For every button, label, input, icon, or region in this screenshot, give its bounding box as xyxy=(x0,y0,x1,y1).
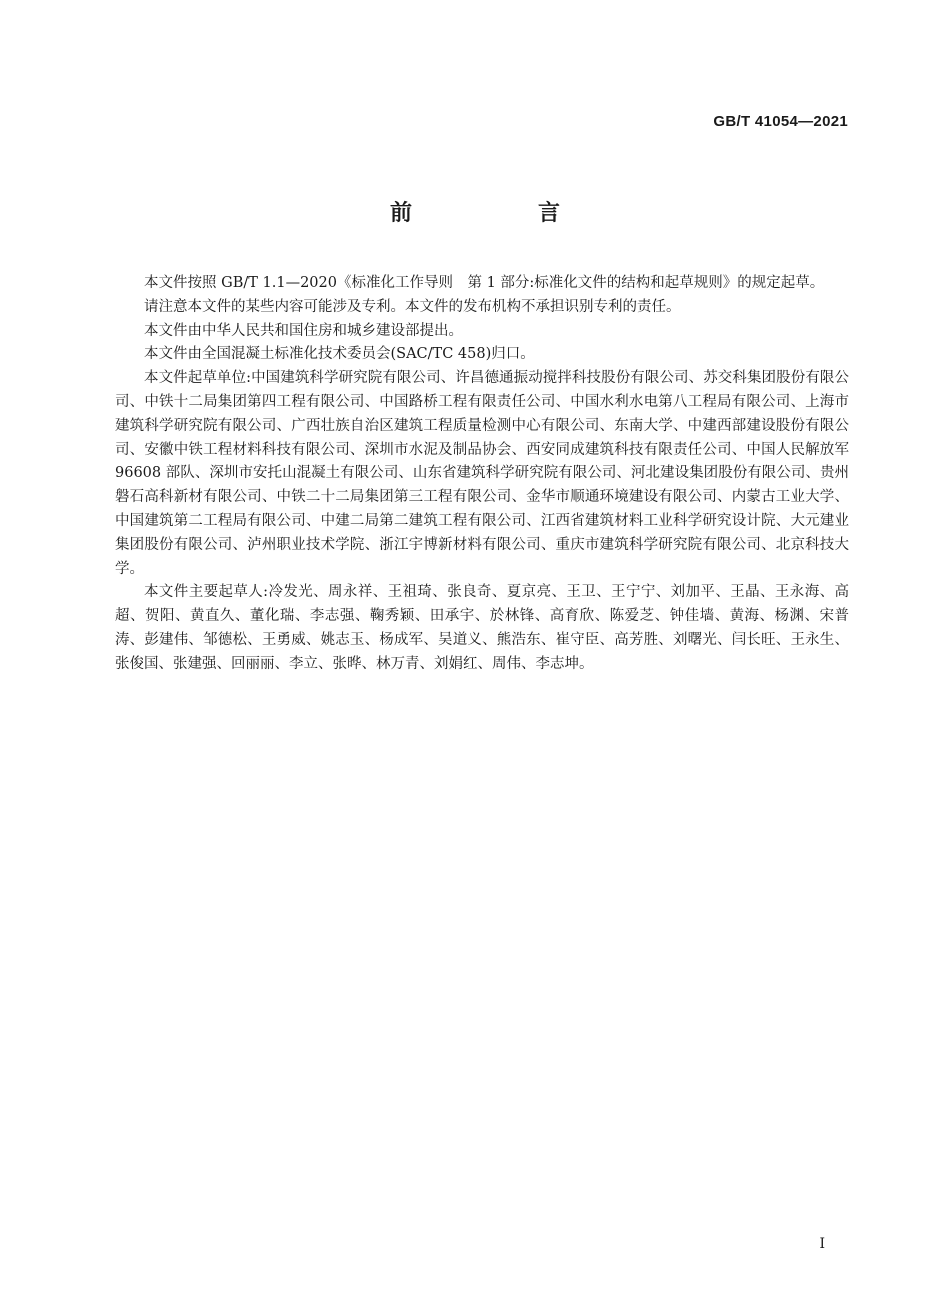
standard-number: GB/T 41054—2021 xyxy=(713,113,848,130)
paragraph-drafting-rules: 本文件按照 GB/T 1.1—2020《标准化工作导则 第 1 部分:标准化文件的结构和起草规则》的规定起草。 xyxy=(144,275,825,291)
paragraph-patent-notice: 请注意本文件的某些内容可能涉及专利。本文件的发布机构不承担识别专利的责任。 xyxy=(144,298,681,315)
foreword-body xyxy=(115,272,849,677)
paragraph-drafting-organizations: 本文件起草单位:中国建筑科学研究院有限公司、许昌德通振动搅拌科技股份有限公司、苏交科集团股份有限公司、中铁十二局集团第四工程有限公司、中国路桥工程有限责任公司、中国水利水电第八工程局有限公司、上海市建筑科学研究院有限公司、广西壮族自治区建筑工程质量检测中心有限公司、东南大学、中建西部建设股份有限公司、安徽中铁工程材料科技有限公司、深圳市水泥及制品协会、西安同成建筑科技有限责任公司、中国人民解放军 96608 部队、深圳市安托山混凝土有限公司、山东省建筑科学研究院有限公司、河北建设集团股份有限公司、贵州磐石高科新材有限公司、中铁二十二局集团第三工程有限公司、金华市顺通环境建设有限公司、内蒙古工业大学、中国建筑第二工程局有限公司、中建二局第二建筑工程有限公司、江西省建筑材料工业科学研究设计院、大元建业集团股份有限公司、泸州职业技术学院、浙江宇博新材料有限公司、重庆市建筑科学研究院有限公司、北京科技大学。 xyxy=(115,370,849,577)
paragraph-drafters: 本文件主要起草人:冷发光、周永祥、王祖琦、张良奇、夏京亮、王卫、王宁宁、刘加平、王晶、王永海、高超、贺阳、黄直久、董化瑞、李志强、鞠秀颖、田承宇、於林锋、高育欣、陈爱芝、钟佳墙、黄海、杨渊、宋普涛、彭建伟、邹德松、王勇威、姚志玉、杨成军、吴道义、熊浩东、崔守臣、高芳胜、刘曙光、闫长旺、王永生、张俊国、张建强、回丽丽、李立、张晔、林万青、刘娟红、周伟、李志坤。 xyxy=(115,584,849,672)
paragraph-proposer: 本文件由中华人民共和国住房和城乡建设部提出。 xyxy=(144,322,463,339)
page-title: 前 言 xyxy=(389,201,612,226)
page-number: I xyxy=(819,1236,825,1252)
paragraph-committee: 本文件由全国混凝土标准化技术委员会(SAC/TC 458)归口。 xyxy=(144,346,535,363)
